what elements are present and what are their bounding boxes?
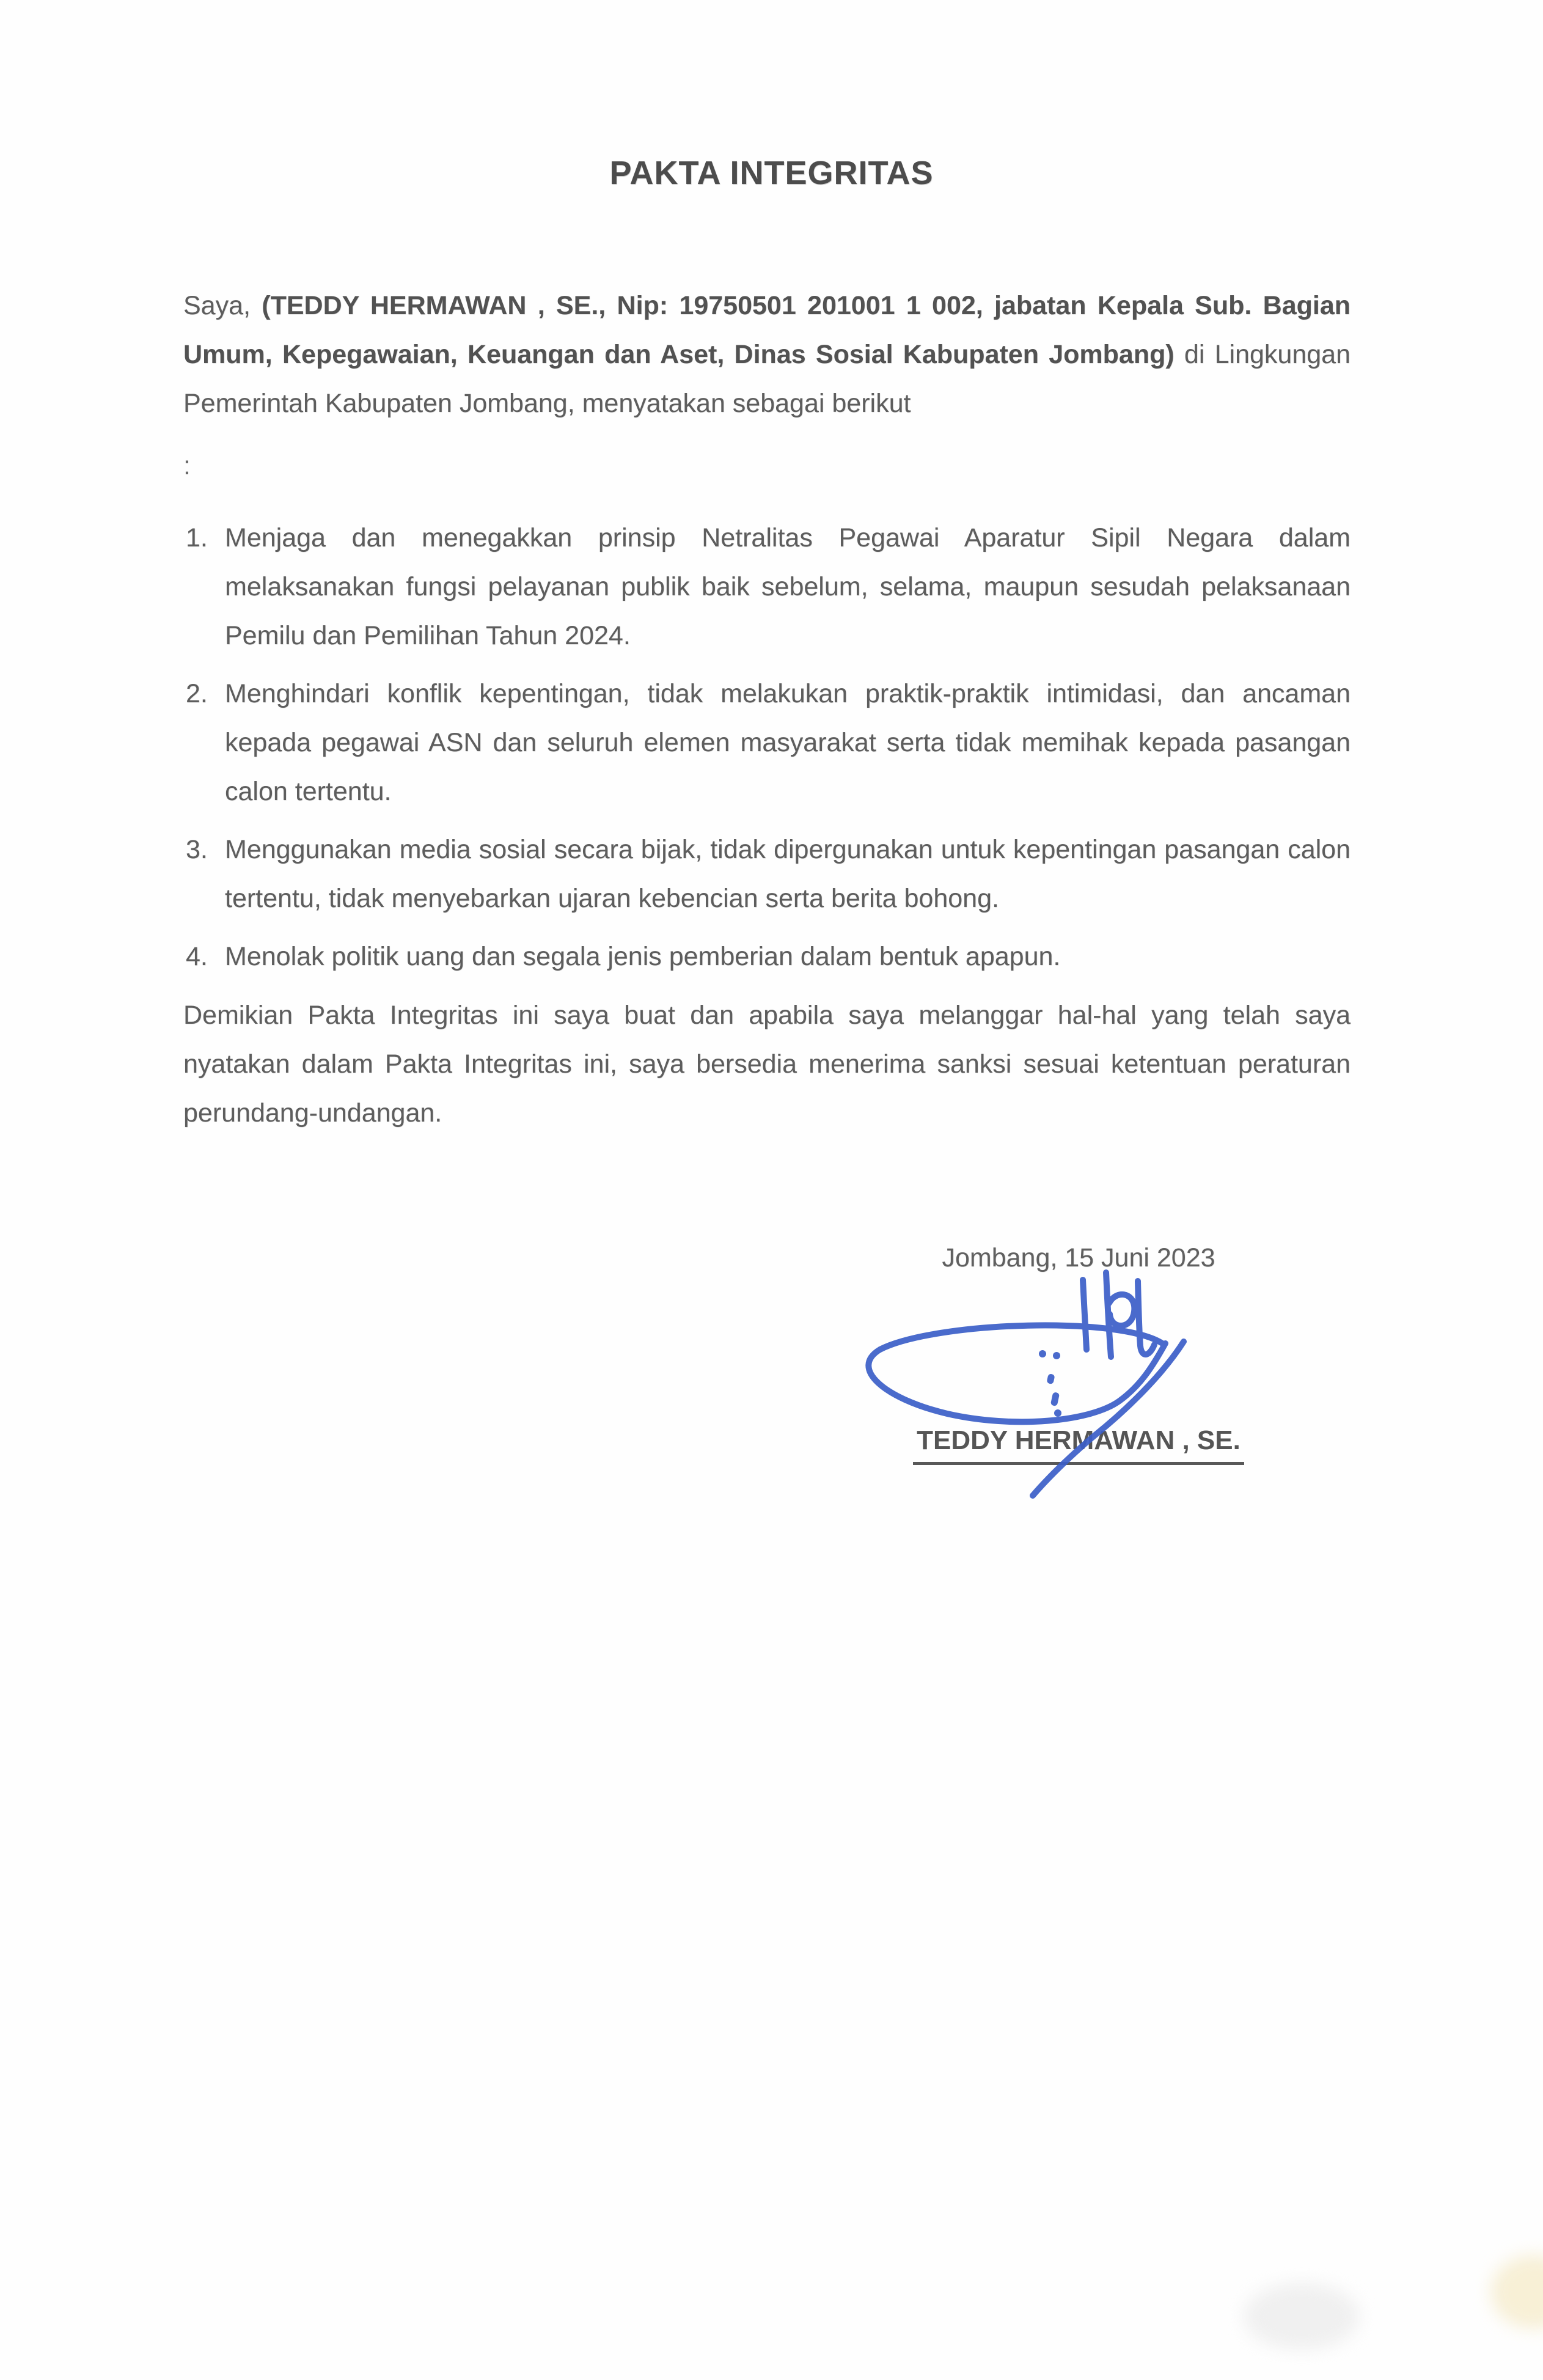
scan-smudge-beige bbox=[1491, 2255, 1543, 2329]
scan-smudge-gray bbox=[1244, 2283, 1360, 2350]
statement-item-1 bbox=[183, 513, 1351, 660]
opening-prefix: Saya, bbox=[183, 291, 262, 320]
signatory-name-underlined: TEDDY HERMAWAN , SE. bbox=[913, 1425, 1244, 1465]
statement-list bbox=[183, 513, 1351, 981]
statement-text: Menjaga dan menegakkan prinsip Netralitas Pegawai Aparatur Sipil Negara dalam melaksanakan fungsi pelayanan publik baik sebelum, selama, maupun sesudah pelaksanaan Pemilu dan Pemilihan Tahun 2024. bbox=[225, 523, 1351, 650]
statement-item-3 bbox=[183, 825, 1351, 923]
signature-block bbox=[880, 1242, 1277, 1455]
closing-paragraph: Demikian Pakta Integritas ini saya buat dan apabila saya melanggar hal-hal yang telah saya nyatakan dalam Pakta Integritas ini, saya bersedia menerima sanksi sesuai ketentuan peraturan perundang-undangan. bbox=[183, 1001, 1351, 1128]
opening-paragraph bbox=[183, 281, 1351, 428]
signatory-identity-bold: (TEDDY HERMAWAN , SE., Nip: 19750501 201001 1 002, jabatan Kepala Sub. Bagian Umum, Kepegawaian, Keuangan dan Aset, Dinas Sosial Kabupaten Jombang) bbox=[183, 291, 1351, 369]
statement-item-2 bbox=[183, 669, 1351, 816]
signature-ink bbox=[831, 1253, 1247, 1510]
statement-number: 3. bbox=[186, 835, 208, 864]
document-title: PAKTA INTEGRITAS bbox=[609, 155, 934, 191]
statement-number: 1. bbox=[186, 523, 208, 553]
place-date: Jombang, 15 Juni 2023 bbox=[942, 1243, 1215, 1273]
signatory-name bbox=[880, 1425, 1277, 1465]
statement-text: Menghindari konflik kepentingan, tidak melakukan praktik-praktik intimidasi, dan ancaman kepada pegawai ASN dan seluruh elemen masyarakat serta tidak memihak kepada pasangan calon tertentu. bbox=[225, 679, 1351, 806]
statement-number: 4. bbox=[186, 942, 208, 971]
statement-number: 2. bbox=[186, 679, 208, 708]
statement-text: Menggunakan media sosial secara bijak, tidak dipergunakan untuk kepentingan pasangan calon tertentu, tidak menyebarkan ujaran kebencian serta berita bohong. bbox=[225, 835, 1351, 913]
document-body bbox=[0, 281, 1543, 1137]
statement-item-4 bbox=[183, 932, 1351, 981]
statement-text: Menolak politik uang dan segala jenis pemberian dalam bentuk apapun. bbox=[225, 942, 1061, 971]
opening-trailing-colon: : bbox=[183, 451, 191, 480]
opening-suffix: di Lingkungan Pemerintah Kabupaten Jombang, menyatakan sebagai berikut bbox=[183, 340, 1351, 418]
